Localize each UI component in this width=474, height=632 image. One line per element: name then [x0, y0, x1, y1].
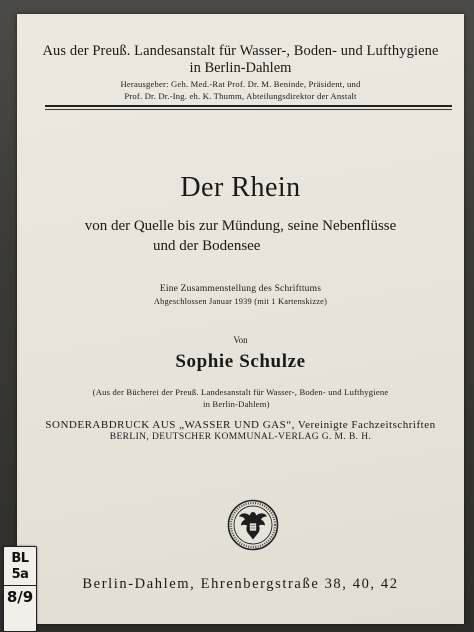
editors-line-1: Herausgeber: Geh. Med.-Rat Prof. Dr. M. Beninde, Präsident, und — [120, 79, 361, 89]
subtitle-line-1: von der Quelle bis zur Mündung, seine Nebenflüsse — [84, 218, 397, 234]
eagle-seal-icon — [227, 499, 279, 551]
compilation-line-2: Abgeschlossen Januar 1939 (mit 1 Kartenskizze) — [153, 297, 328, 306]
offprint-line-1: SONDERABDRUCK AUS „WASSER UND GAS“, Vereinigte Fachzeitschriften — [45, 419, 436, 431]
institute-line-2: in Berlin-Dahlem — [189, 60, 292, 76]
author-affiliation-line-2: in Berlin-Dahlem) — [203, 399, 270, 409]
document-title: Der Rhein — [180, 172, 301, 203]
author-prefix: Von — [233, 335, 248, 345]
offprint-line-2: BERLIN, DEUTSCHER KOMMUNAL-VERLAG G. M. B. H. — [109, 432, 372, 442]
compilation-line-1: Eine Zusammenstellung des Schrifttums — [159, 284, 322, 294]
header-rule-thin — [45, 109, 452, 110]
library-shelf-sticker — [3, 546, 37, 632]
publisher-address: Berlin-Dahlem, Ehrenbergstraße 38, 40, 42 — [82, 576, 399, 592]
editors-line-2: Prof. Dr. Dr.-Ing. eh. K. Thumm, Abteilungsdirektor der Anstalt — [124, 91, 357, 101]
author-name: Sophie Schulze — [175, 351, 306, 372]
shelf-code-line-3: 8/9 — [4, 585, 36, 606]
document-page — [17, 14, 464, 624]
shelf-code-line-2: 5a — [11, 567, 29, 582]
institute-line-1: Aus der Preuß. Landesanstalt für Wasser-, Boden- und Lufthygiene — [42, 43, 439, 59]
shelf-code-line-1: BL — [11, 551, 29, 566]
author-affiliation-line-1: (Aus der Bücherei der Preuß. Landesanstalt für Wasser-, Boden- und Lufthygiene — [92, 387, 389, 397]
subtitle-line-2: und der Bodensee — [153, 238, 261, 254]
header-rule-thick — [45, 105, 452, 107]
